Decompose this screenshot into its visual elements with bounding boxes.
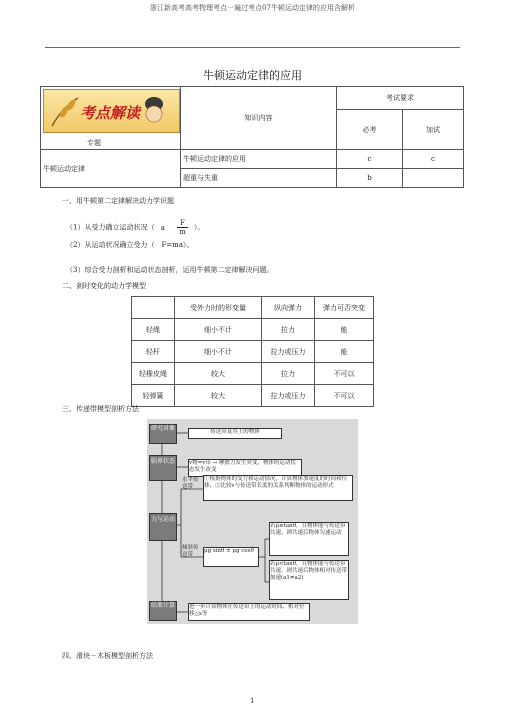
cell: 细小不计 xyxy=(175,319,262,341)
table-row xyxy=(132,385,374,407)
col-req-header: 考试要求 xyxy=(337,87,464,110)
cell: 拉力 xyxy=(262,363,315,385)
section4-heading: 四、滑块－木板模型剖析方法 xyxy=(62,652,153,660)
header-rule xyxy=(45,47,460,48)
section1-item1 xyxy=(66,219,205,236)
row2-content: 超重与失重 xyxy=(181,169,337,188)
cell: 拉力或压力 xyxy=(262,385,315,407)
header-cell: 受外力时的形变量 xyxy=(175,297,262,319)
section3-heading: 三、传递带模型剖析方法 xyxy=(62,405,139,413)
page-title: 牛顿运动定律的应用 xyxy=(203,69,302,82)
page-header: 浙江新高考高考物理考点一遍过考点07牛顿运动定律的应用含解析 xyxy=(150,4,355,12)
table-row xyxy=(132,341,374,363)
box-horizontal-belt: ①根据物体的受力和运动情况，计算物体加速度的时间和位移；②比较v与传送带长度的关系判断物体的运动形式 xyxy=(203,475,353,501)
col-must-header: 必考 xyxy=(337,110,403,150)
kaodian-jiedu-badge xyxy=(43,89,180,133)
row1-add: c xyxy=(403,150,464,169)
cell: 轻杆 xyxy=(132,341,175,363)
badge-cell xyxy=(41,87,181,150)
cell: 较大 xyxy=(175,385,262,407)
section1-heading: 一、用牛顿第二定律解决动力学识题 xyxy=(62,197,174,205)
col-content-header: 知识内容 xyxy=(181,87,337,150)
col-add-header: 加试 xyxy=(403,110,464,150)
node-research-object: 研究对象 xyxy=(149,424,177,444)
node-force-motion: 力与运动 xyxy=(149,513,177,541)
exam-requirements-table xyxy=(40,86,464,188)
row2-add xyxy=(403,169,464,188)
node-critical-state: 临界状态 xyxy=(149,455,177,481)
item1-fraction xyxy=(177,219,188,236)
conveyor-flowchart xyxy=(147,419,358,624)
cell: 能 xyxy=(315,341,374,363)
table-row xyxy=(132,363,374,385)
label-inclined-belt: 倾斜传送带 xyxy=(182,545,199,558)
cell: 较大 xyxy=(175,363,262,385)
section1-item3: （3）综合受力剖析和运动状态剖析，运用牛顿第二定律解决问题。 xyxy=(66,266,274,274)
cell: 能 xyxy=(315,319,374,341)
item1-var-a: a xyxy=(160,223,165,232)
badge-label: 考点解读 xyxy=(80,104,141,122)
box-conveyor-object: 传送带及其上的物体 xyxy=(188,428,282,439)
cell: 轻绳 xyxy=(132,319,175,341)
fraction-numerator: F xyxy=(177,219,188,228)
section1-item2: （2）从运动状况确立受力（ F=ma）。 xyxy=(66,241,194,249)
item1-post: ）。 xyxy=(194,223,205,232)
instant-change-table xyxy=(131,296,374,407)
box-mu-ge-tan: 若μ≥tanθ，且物体能与传送带共速，则共速后物体匀速运动 xyxy=(269,522,349,556)
box-condition: μg sinθ ± μg cosθ xyxy=(203,547,259,567)
item1-pre: （1）从受力确立运动状况（ xyxy=(66,223,155,232)
row1-content: 牛顿运动定律的应用 xyxy=(181,150,337,169)
cell: 不可以 xyxy=(315,385,374,407)
header-cell: 纵向弹力 xyxy=(262,297,315,319)
section2-heading: 二、刹时变化的动力学模型 xyxy=(62,282,146,290)
row2-must: b xyxy=(337,169,403,188)
table-header-row xyxy=(132,297,374,319)
label-horizontal-belt: 水平传送带 xyxy=(182,477,199,490)
box-critical-state: v物=v带 → 摩擦力发生突变，物体的运动状态发生改变 xyxy=(188,459,302,477)
cell: 拉力 xyxy=(262,319,315,341)
cell: 细小不计 xyxy=(175,341,262,363)
table-row xyxy=(132,319,374,341)
topic-cell: 牛顿运动定律 xyxy=(41,150,181,188)
box-mu-lt-tan: 若μ<tanθ，且物体能与传送带共速，则共速后物体相对传送带加速(a1≠a2) xyxy=(269,560,349,600)
cell: 轻橡皮绳 xyxy=(132,363,175,385)
cell: 不可以 xyxy=(315,363,374,385)
cell: 轻弹簧 xyxy=(132,385,175,407)
row1-must: c xyxy=(337,150,403,169)
node-result-calc: 结果计算 xyxy=(149,601,177,621)
cell: 拉力或压力 xyxy=(262,341,315,363)
page-number: 1 xyxy=(250,697,255,705)
box-result-calc: 进一步计算物体在传送带上的运动时间、相对位移△x等 xyxy=(188,603,310,621)
header-cell xyxy=(132,297,175,319)
fraction-denominator: m xyxy=(179,228,186,236)
col-topic-label: 专题 xyxy=(87,139,101,147)
header-cell: 弹力可否突变 xyxy=(315,297,374,319)
